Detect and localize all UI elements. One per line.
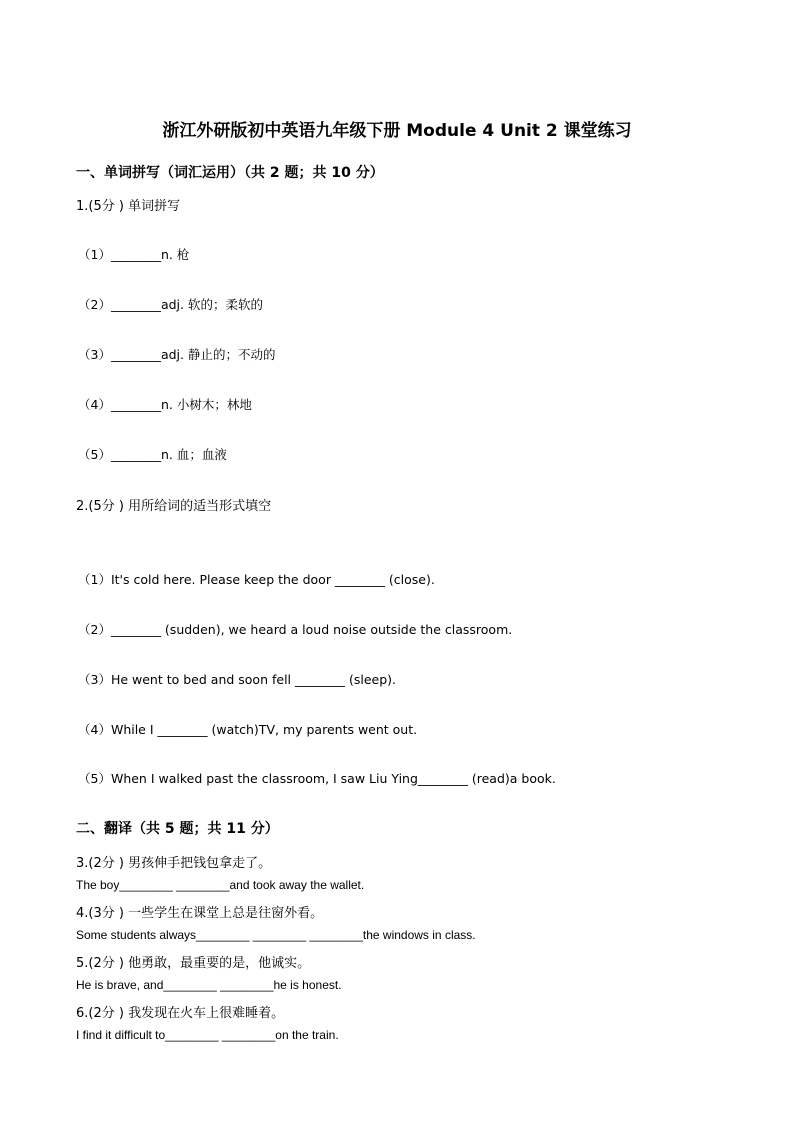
question-prompt: 4.(3分 ) 一些学生在课堂上总是往窗外看。 [76, 906, 324, 921]
question-prompt: 3.(2分 ) 男孩伸手把钱包拿走了。 [76, 856, 272, 871]
question-item: （3）________adj. 静止的；不动的 [78, 347, 276, 362]
question-item: （3）He went to bed and soon fell ________ (sleep). [78, 672, 396, 687]
answer-line: Some students always________ ________ ________the windows in class. [76, 928, 476, 942]
question-prompt: 1.(5分 ) 单词拼写 [76, 199, 181, 214]
section-heading: 一、单词拼写（词汇运用）（共 2 题；共 10 分） [76, 165, 384, 181]
question-item: （5）________n. 血；血液 [78, 447, 227, 462]
answer-line: I find it difficult to________ ________on the train. [76, 1028, 339, 1042]
question-item: （1）It's cold here. Please keep the door ________ (close). [78, 572, 435, 587]
question-item: （1）________n. 枪 [78, 247, 190, 262]
section-heading: 二、翻译（共 5 题；共 11 分） [76, 821, 279, 837]
question-prompt: 5.(2分 ) 他勇敢，最重要的是，他诚实。 [76, 956, 311, 971]
question-prompt: 2.(5分 ) 用所给词的适当形式填空 [76, 499, 272, 514]
answer-line: The boy________ ________and took away the wallet. [76, 878, 365, 892]
question-item: （2）________ (sudden), we heard a loud noise outside the classroom. [78, 622, 513, 637]
question-item: （4）While I ________ (watch)TV, my parents went out. [78, 722, 418, 737]
question-prompt: 6.(2分 ) 我发现在火车上很难睡着。 [76, 1006, 285, 1021]
question-item: （4）________n. 小树木；林地 [78, 397, 252, 412]
document-title: 浙江外研版初中英语九年级下册 Module 4 Unit 2 课堂练习 [162, 121, 632, 141]
answer-line: He is brave, and________ ________he is honest. [76, 978, 342, 992]
question-item: （5）When I walked past the classroom, I saw Liu Ying________ (read)a book. [78, 771, 556, 786]
question-item: （2）________adj. 软的；柔软的 [78, 297, 263, 312]
